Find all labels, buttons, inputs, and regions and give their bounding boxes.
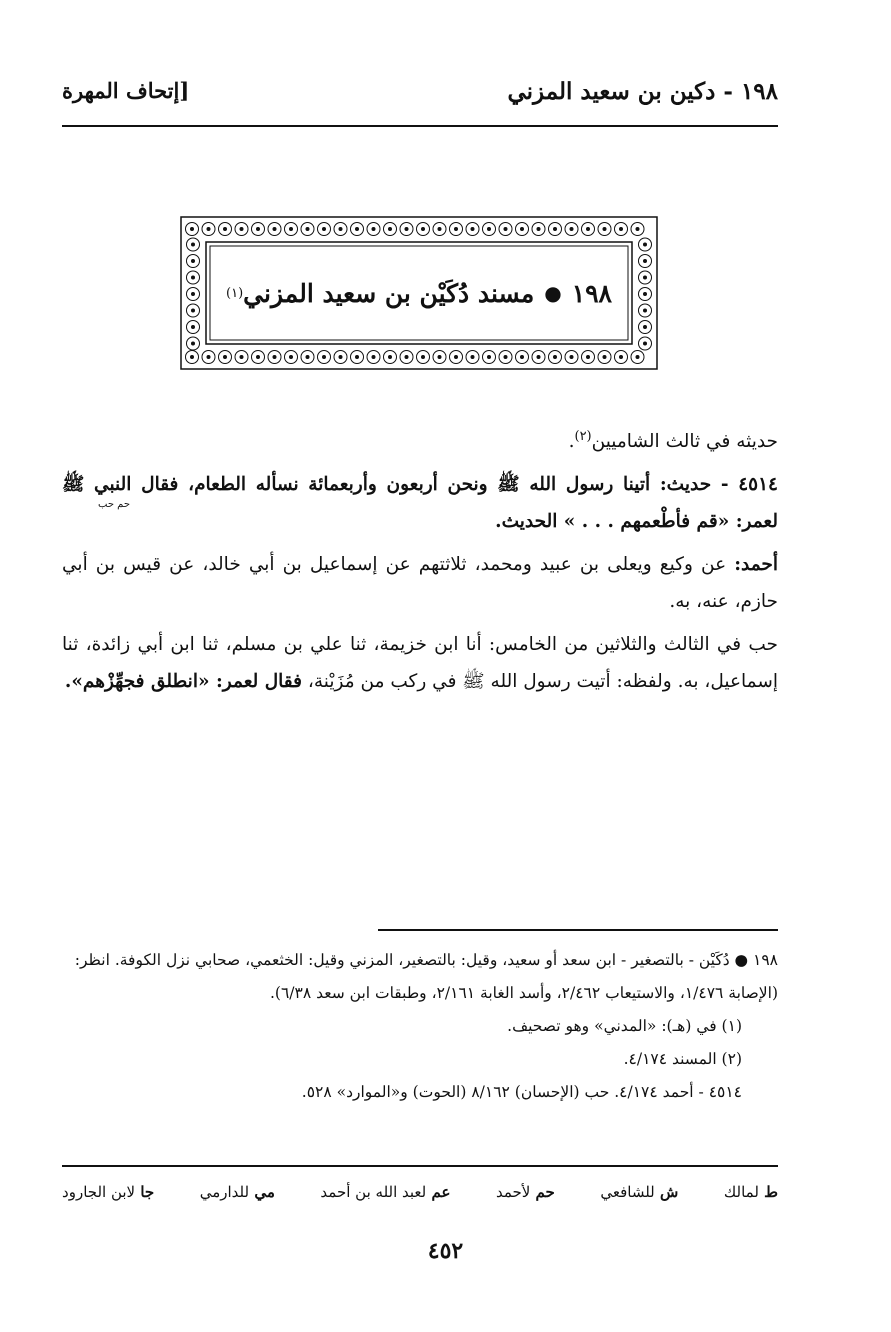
ornament-dot bbox=[619, 355, 623, 359]
ornament-dot bbox=[191, 276, 195, 280]
ornament-dot bbox=[586, 355, 590, 359]
hadith-text: أتينا رسول الله ﷺ ونحن أربعون وأربعمائة نسأله الطعام، فقال النبي ﷺ لعمر: «قم فأطْعمهم . . . » الحديث. bbox=[62, 474, 778, 533]
ahmad-label: أحمد: bbox=[734, 554, 778, 576]
abbreviation-item bbox=[724, 1183, 778, 1201]
ornament-dot bbox=[421, 227, 425, 231]
ornament-dot bbox=[643, 259, 647, 263]
abbreviation-item bbox=[200, 1183, 275, 1201]
ornament-dot bbox=[471, 227, 475, 231]
abbreviation-value: لابن الجارود bbox=[62, 1183, 136, 1201]
ornament-dot bbox=[191, 259, 195, 263]
ornament-dot bbox=[520, 227, 524, 231]
abbreviation-item bbox=[600, 1183, 678, 1201]
ornament-dot bbox=[553, 227, 557, 231]
ornament-dot bbox=[289, 227, 293, 231]
ornament-dot bbox=[372, 355, 376, 359]
ornament-dot bbox=[190, 227, 194, 231]
footnote-ref: (١) bbox=[226, 285, 244, 301]
footnote-2: (٢) المسند ٤/١٧٤. bbox=[623, 1050, 742, 1068]
ahmad-paragraph bbox=[62, 546, 778, 620]
hadith-paragraph bbox=[62, 466, 778, 540]
ornament-dot bbox=[643, 276, 647, 280]
main-text bbox=[62, 418, 778, 706]
ornament-dot bbox=[636, 227, 640, 231]
ornament-dot bbox=[487, 355, 491, 359]
running-header bbox=[62, 74, 778, 120]
ornament-dot bbox=[504, 355, 508, 359]
hadith-number: ٤٥١٤ - حديث: bbox=[659, 474, 778, 496]
header-rule bbox=[62, 125, 778, 127]
ornament-dot bbox=[454, 227, 458, 231]
ornament-dot bbox=[191, 325, 195, 329]
ornament-dot bbox=[570, 355, 574, 359]
ornament-dot bbox=[240, 355, 244, 359]
abbreviation-key-letter: ش bbox=[654, 1183, 679, 1201]
abbreviation-value: لأحمد bbox=[495, 1183, 531, 1201]
ahmad-text: عن وكيع ويعلى بن عبيد ومحمد، ثلاثتهم عن إسماعيل بن أبي خالد، عن قيس بن أبي حازم، عنه، به. bbox=[62, 554, 778, 613]
abbreviation-item bbox=[320, 1183, 450, 1201]
abbreviation-item bbox=[62, 1183, 154, 1201]
ornament-dot bbox=[372, 227, 376, 231]
ornament-dot bbox=[438, 355, 442, 359]
footnote-main: ١٩٨ ● دُكَيْن - بالتصغير - ابن سعد أو سعيد، وقيل: بالتصغير، المزني وقيل: الخثعمي، صحابي نزل الكوفة. انظر: (الإصابة ١/٤٧٦، والاستيعاب ٢/٤٦٢، وأسد الغابة ٢/١٦١، وطبقات ابن سعد ٦/٣٨). bbox=[74, 951, 778, 1002]
ornament-dot bbox=[643, 309, 647, 313]
hibban-quote: فقال لعمر: «انطلق فجهِّزْهم». bbox=[64, 671, 302, 693]
ornament-dot bbox=[643, 292, 647, 296]
ornament-dot bbox=[355, 227, 359, 231]
ornament-dot bbox=[273, 227, 277, 231]
ornament-dot bbox=[339, 355, 343, 359]
intro-text: حديثه في ثالث الشاميين bbox=[591, 431, 778, 453]
ornament-dot bbox=[306, 355, 310, 359]
ornament-dot bbox=[223, 227, 227, 231]
abbreviation-value: لعبد الله بن أحمد bbox=[320, 1183, 427, 1201]
footnote-1: (١) في (هـ): «المدني» وهو تصحيف. bbox=[507, 1017, 742, 1035]
abbreviation-key-letter: حم bbox=[530, 1183, 555, 1201]
ornament-dot bbox=[643, 325, 647, 329]
ornament-dot bbox=[603, 355, 607, 359]
header-section-title: ١٩٨ - دكين بن سعيد المزني bbox=[507, 78, 778, 105]
ornament-dot bbox=[586, 227, 590, 231]
ornamental-title-frame bbox=[180, 216, 658, 370]
footnotes bbox=[62, 944, 778, 1109]
ornament-dot bbox=[191, 243, 195, 247]
abbreviation-value: للدارمي bbox=[199, 1183, 250, 1201]
footnote-rule bbox=[378, 929, 778, 931]
hibban-text: حب في الثالث والثلاثين من الخامس: أنا ابن خزيمة، ثنا علي بن مسلم، ثنا ابن أبي زائدة، ثنا إسماعيل، به. ولفظه: أتيت رسول الله ﷺ في ركب من مُزَيْنة، bbox=[62, 634, 778, 693]
abbreviation-value: لمالك bbox=[723, 1183, 759, 1201]
abbreviation-key bbox=[62, 1183, 778, 1201]
abbreviation-key-letter: ط bbox=[758, 1183, 778, 1201]
ornament-dot bbox=[504, 227, 508, 231]
chapter-title bbox=[210, 258, 628, 328]
intro-footnote-ref: (٢) bbox=[574, 429, 592, 444]
ornament-dot bbox=[520, 355, 524, 359]
abbreviation-key-letter: مي bbox=[249, 1183, 275, 1201]
ornament-dot bbox=[388, 227, 392, 231]
header-book-title: [إتحاف المهرة bbox=[62, 78, 190, 103]
ornament-dot bbox=[405, 227, 409, 231]
sigla-marker: حم حب bbox=[98, 499, 131, 510]
ornament-dot bbox=[273, 355, 277, 359]
ornament-dot bbox=[388, 355, 392, 359]
intro-paragraph bbox=[62, 418, 778, 460]
ornament-dot bbox=[405, 355, 409, 359]
ornament-dot bbox=[207, 227, 211, 231]
page-number: ٤٥٢ bbox=[427, 1238, 464, 1264]
ornament-dot bbox=[190, 355, 194, 359]
footnote-3: ٤٥١٤ - أحمد ٤/١٧٤. حب (الإحسان) ٨/١٦٢ (الحوت) و«الموارد» ٥٢٨. bbox=[301, 1083, 742, 1101]
bullet-icon: ● bbox=[544, 281, 562, 305]
ornament-dot bbox=[537, 355, 541, 359]
ornament-dot bbox=[537, 227, 541, 231]
ornament-dot bbox=[438, 227, 442, 231]
ornament-dot bbox=[322, 227, 326, 231]
ornament-dot bbox=[643, 243, 647, 247]
chapter-number: ١٩٨ bbox=[571, 278, 612, 308]
abbreviation-item bbox=[496, 1183, 555, 1201]
ornament-dot bbox=[339, 227, 343, 231]
ornament-dot bbox=[636, 355, 640, 359]
ornament-dot bbox=[322, 355, 326, 359]
ornament-dot bbox=[487, 227, 491, 231]
intro-end: . bbox=[568, 431, 575, 453]
ornament-dot bbox=[256, 355, 260, 359]
ornament-dot bbox=[643, 342, 647, 346]
bottom-rule bbox=[62, 1165, 778, 1167]
ornament-dot bbox=[570, 227, 574, 231]
ornament-dot bbox=[207, 355, 211, 359]
ornament-dot bbox=[553, 355, 557, 359]
ornament-dot bbox=[289, 355, 293, 359]
ornament-dot bbox=[240, 227, 244, 231]
ornament-dot bbox=[355, 355, 359, 359]
ornament-dot bbox=[454, 355, 458, 359]
hibban-paragraph bbox=[62, 626, 778, 700]
abbreviation-key-letter: جا bbox=[135, 1183, 155, 1201]
ornament-dot bbox=[306, 227, 310, 231]
abbreviation-value: للشافعي bbox=[600, 1183, 655, 1201]
ornament-dot bbox=[421, 355, 425, 359]
ornament-dot bbox=[603, 227, 607, 231]
ornament-dot bbox=[191, 309, 195, 313]
ornament-dot bbox=[256, 227, 260, 231]
ornament-dot bbox=[223, 355, 227, 359]
ornament-dot bbox=[191, 292, 195, 296]
ornament-dot bbox=[619, 227, 623, 231]
abbreviation-key-letter: عم bbox=[426, 1183, 451, 1201]
ornament-dot bbox=[471, 355, 475, 359]
chapter-name: مسند دُكَيْن بن سعيد المزني bbox=[243, 278, 535, 308]
ornament-dot bbox=[191, 342, 195, 346]
